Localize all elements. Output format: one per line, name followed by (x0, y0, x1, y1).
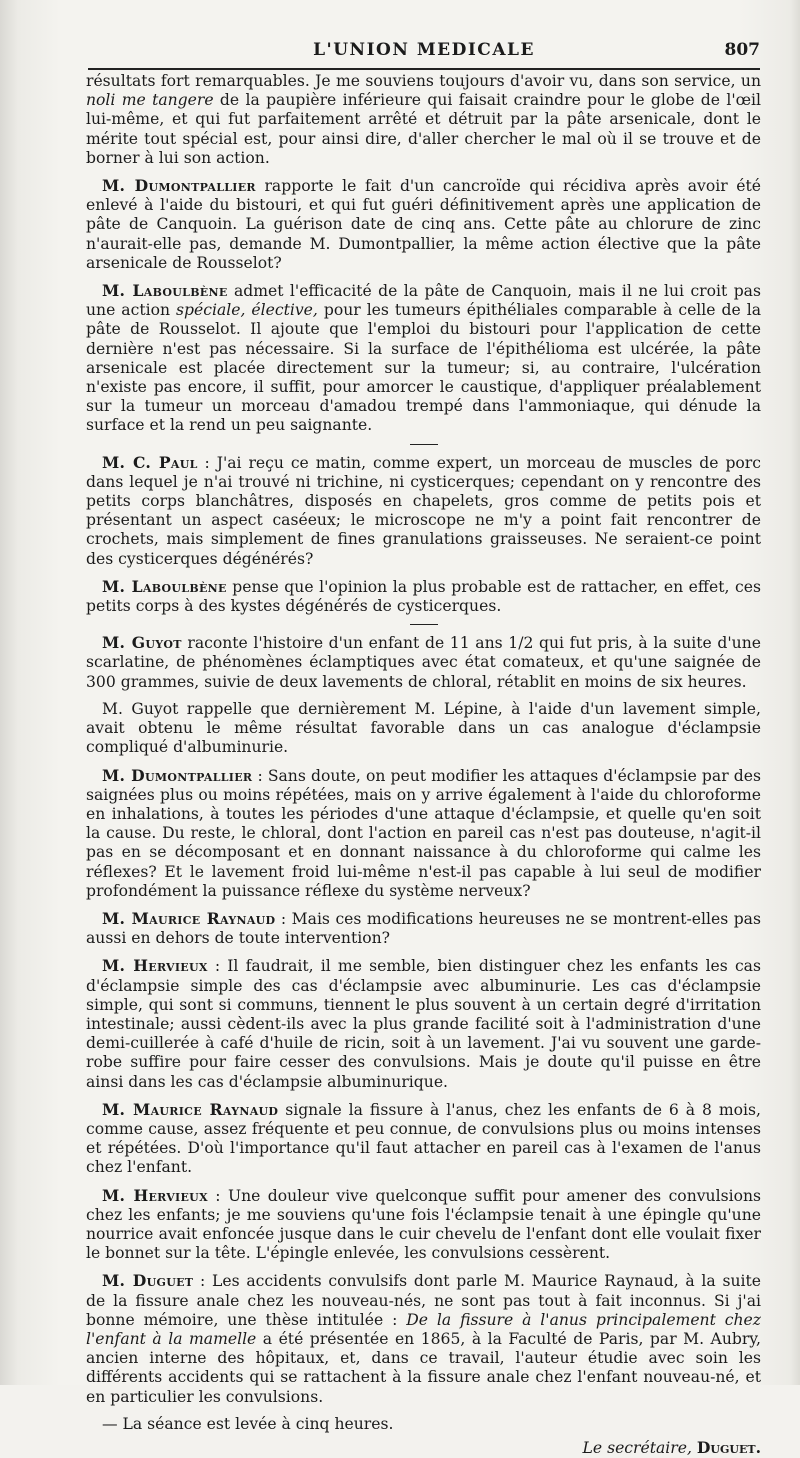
text-run: raconte l'histoire d'un enfant de 11 ans 1/2 qui fut pris, à la suite d'une scarlatine, de phénomènes éclamptiques avec état comateux, et qu'une saignée de 300 grammes, suivie de deux lavements de chloral, rétablit en moins de six heures. (86, 634, 761, 691)
paragraph-intro (86, 72, 761, 168)
closing-line: — La séance est levée à cinq heures. (102, 1414, 394, 1433)
text-run: M. Guyot rappelle que dernièrement M. Lépine, à l'aide d'un lavement simple, avait obtenu le même résultat favorable dans un cas analogue d'éclampsie compliqué d'albuminurie. (86, 699, 761, 757)
paragraph-guyot-2 (86, 700, 761, 758)
text-run: : Il faudrait, il me semble, bien distinguer chez les enfants les cas d'éclampsie simple des cas d'éclampsie avec albuminurie. Les cas d'éclampsie simple, qui sont si communs, tiennent le plus souvent à un certain degré d'irritation intestinale; aussi cèdent-ils avec la plus grande facilité soit à l'administration d'une demi-cuillerée à café d'huile de ricin, soit à un lavement. J'ai vu souvent une garde-robe suffire pour faire cesser des convulsions. Mais je doute qu'il puisse en être ainsi dans les cas d'éclampsie albuminurique. (86, 957, 761, 1091)
paragraph-dumontpallier-2 (86, 766, 761, 901)
speaker-name: M. Maurice Raynaud (102, 1099, 279, 1119)
paragraph-raynaud-2 (86, 1100, 761, 1178)
text-run: de la paupière inférieure qui faisait craindre pour le globe de l'œil lui-même, et qui fut parfaitement arrêté et détruit par la pâte arsenicale, dont le mérite tout spécial est, pour ainsi dire, d'aller chercher le mal où il se trouve et de borner à lui son action. (86, 91, 762, 167)
paragraph-dumontpallier-1 (86, 176, 761, 273)
italic-run: De la fissure à l'anus principalement chez l'enfant à la mamelle (86, 1310, 761, 1348)
paragraph-duguet (86, 1271, 761, 1406)
section-separator (410, 624, 438, 625)
speaker-name: M. Duguet (102, 1271, 194, 1291)
text-run: signale la fissure à l'anus, chez les enfants de 6 à 8 mois, comme cause, assez fréquente et peu connue, de convulsions plus ou moins intenses et répétées. D'où l'importance qu'il faut attacher en pareil cas à l'examen de l'anus chez l'enfant. (86, 1100, 761, 1177)
paragraph-laboulbene-2 (86, 577, 761, 616)
text-run: : Une douleur vive quelconque suffit pour amener des convulsions chez les enfants; je me souviens qu'une fois l'éclampsie tenait à une épingle qu'une nourrice avait enfoncée jusque dans le cuir chevelu de l'enfant dont elle voulait fixer le bonnet sur la tête. L'épingle enlevée, les convulsions cessèrent. (86, 1186, 762, 1263)
text-run: : Les accidents convulsifs dont parle M. Maurice Raynaud, à la suite de la fissure anale chez les nouveau-nés, ne sont pas tout à fait inconnus. Si j'ai bonne mémoire, une thèse intitulée : (86, 1272, 761, 1329)
speaker-name: M. Maurice Raynaud (102, 908, 276, 928)
paragraph-raynaud-1 (86, 909, 761, 948)
text-run: rapporte le fait d'un cancroïde qui récidiva après avoir été enlevé à l'aide du bistouri, et qui fut guéri définitivement après une application de pâte de Canquoin. La guérison date de cinq ans. Cette pâte au chlorure de zinc n'aurait-elle pas, demande M. Dumontpallier, la même action élective que la pâte arsenicale de Rousselot? (86, 177, 761, 272)
paragraph-paul (86, 453, 761, 569)
section-separator (410, 444, 438, 445)
text-run: : Sans doute, on peut modifier les attaques d'éclampsie par des saignées plus ou moins répétées, mais on y arrive également à l'aide du chloroforme en inhalations, à toutes les périodes d'une attaque d'éclampsie, et quelle qu'en soit la cause. Du reste, le chloral, dont l'action en pareil cas n'est pas douteuse, n'agit-il pas en se décomposant et en donnant naissance à du chloroforme qui calme les réflexes? Et le lavement froid lui-même n'est-il pas capable à lui seul de modifier profondément la puissance réflexe du système nerveux? (86, 766, 761, 900)
signature-role: Le secrétaire, (582, 1439, 692, 1457)
speaker-name: M. C. Paul (102, 452, 198, 472)
text-run: : Mais ces modifications heureuses ne se montrent-elles pas aussi en dehors de toute intervention? (86, 909, 761, 948)
speaker-name: M. Laboulbène (102, 281, 228, 301)
page-header (88, 36, 760, 70)
page-number: 807 (724, 40, 760, 60)
speaker-name: M. Guyot (102, 633, 182, 653)
text-run: pour les tumeurs épithéliales comparable à celle de la pâte de Rousselot. Il ajoute que l'emploi du bistouri pour l'application de cette dernière n'est pas nécessaire. Si la surface de l'épithélioma est ulcérée, la pâte arsenicale est placée directement sur la tumeur; si, au contraire, l'ulcération n'existe pas encore, il suffit, pour amorcer le caustique, d'appliquer préalablement sur la tumeur un morceau d'amadou trempé dans l'ammoniaque, qui dénude la surface et la rend un peu saignante. (86, 301, 761, 435)
paragraph-hervieux-1 (86, 956, 761, 1091)
speaker-name: M. Laboulbène (102, 576, 227, 596)
italic-run: noli me tangere (86, 91, 214, 110)
signature-block (86, 1438, 761, 1458)
speaker-name: M. Hervieux (102, 1185, 208, 1205)
signature-name: Duguet. (696, 1438, 761, 1457)
article-body (86, 72, 761, 1458)
text-run: a été présentée en 1865, à la Faculté de Paris, par M. Aubry, ancien interne des hôpitaux, et, dans ce travail, l'auteur étudie avec soin les différents accidents qui se rattachent à la fissure anale chez l'enfant nouveau-né, et en particulier les convulsions. (86, 1329, 761, 1406)
header-rule (88, 68, 760, 70)
text-run: : J'ai reçu ce matin, comme expert, un morceau de muscles de porc dans lequel je n'ai trouvé ni trichine, ni cysticerques; cependant on y rencontre des petits corps blanchâtres, disposés en chapelets, gros comme de petits pois et présentant un aspect caséeux; le microscope ne m'y a point fait rencontrer de crochets, mais simplement de fines granulations graisseuses. Ne seraient-ce point des cysticerques dégénérés? (86, 453, 761, 568)
speaker-name: M. Dumontpallier (102, 176, 256, 196)
speaker-name: M. Dumontpallier (102, 765, 253, 785)
paragraph-guyot-1 (86, 633, 761, 692)
italic-run: spéciale, élective, (176, 301, 318, 320)
text-run: pense que l'opinion la plus probable est de rattacher, en effet, ces petits corps à des kystes dégénérés de cysticerques. (86, 577, 761, 616)
paragraph-hervieux-2 (86, 1186, 761, 1264)
text-run: résultats fort remarquables. Je me souviens toujours d'avoir vu, dans son service, un (86, 72, 761, 90)
speaker-name: M. Hervieux (102, 956, 208, 976)
paragraph-laboulbene-1 (86, 281, 761, 436)
running-title: L'UNION MEDICALE (313, 40, 535, 60)
text-run: admet l'efficacité de la pâte de Canquoin, mais il ne lui croit pas une action (86, 282, 761, 320)
